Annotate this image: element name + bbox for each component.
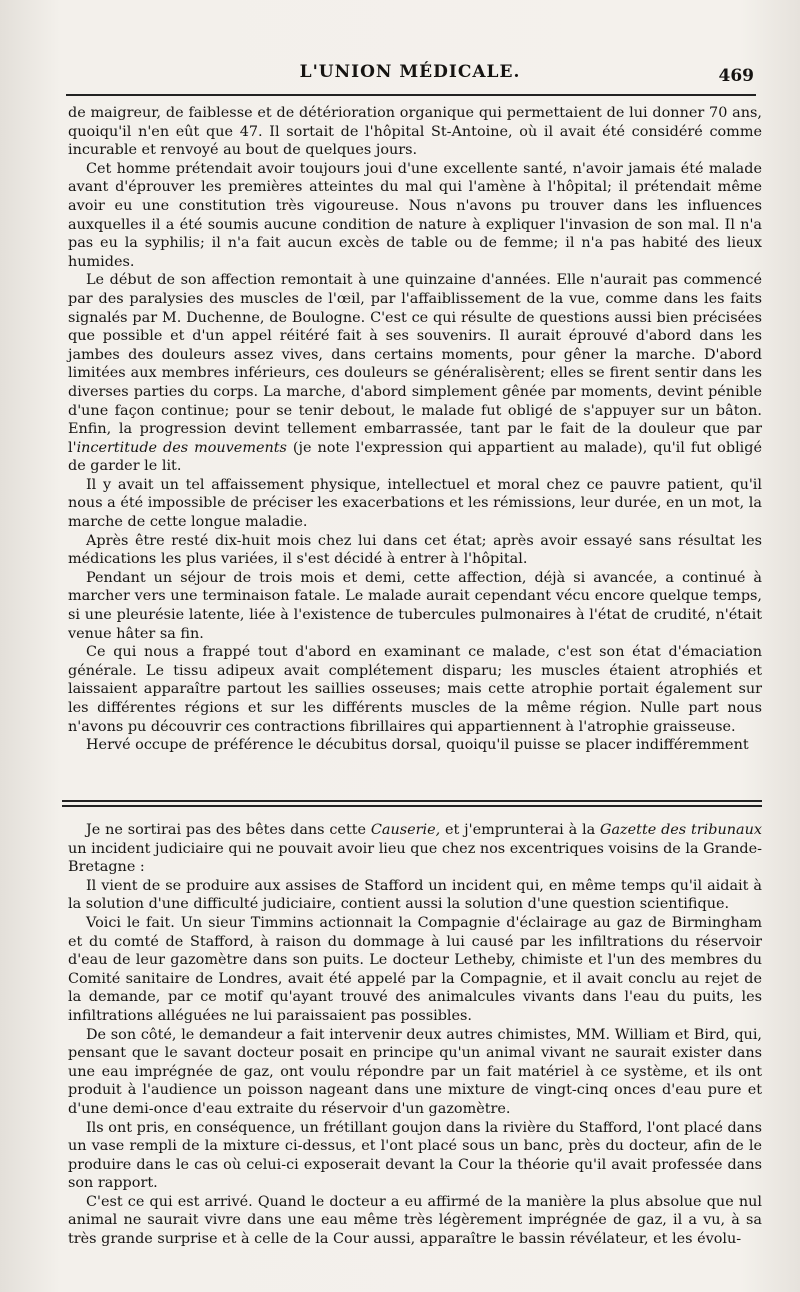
italic-phrase: incertitude des mouvements: [76, 439, 287, 456]
paragraph: Hervé occupe de préférence le décubitus dorsal, quoiqu'il puisse se placer indifféremment: [86, 737, 749, 754]
text-run: Le début de son affection remontait à une quinzaine d'années. Elle n'aurait pas commencé par des paralysies des muscles de l'œil, par l'affaiblissement de la vue, comme dans les faits signalés par M. Duchenne, de Boulogne. C'est ce qui résulte de questions aussi bien précisées que possible et d'un appel réitéré fait à ses souvenirs. Il aurait éprouvé d'abord dans les jambes des douleurs assez vives, dans certains moments, pour gêner la marche. D'abord limitées aux membres inférieurs, ces douleurs se généralisèrent; elles se firent sentir dans les diverses parties du corps. La marche, d'abord simplement gênée par moments, devint pénible d'une façon continue; pour se tenir debout, le malade fut obligé de s'appuyer sur un bâton. Enfin, la progression devint tellement embarrassée, tant par le fait de la douleur que par l': [68, 272, 762, 456]
separator-line: [62, 805, 762, 807]
paragraph: Pendant un séjour de trois mois et demi, cette affection, déjà si avancée, a continué à marcher vers une terminaison fatale. Le malade aurait cependant vécu encore quelque temps, si une pleurésie latente, liée à l'existence de tubercules pulmonaires à l'état de crudité, n'était venue hâter sa fin.: [68, 569, 762, 642]
italic-phrase: Gazette des tribunaux: [599, 822, 762, 838]
paragraph: Il vient de se produire aux assises de Stafford un incident qui, en même temps qu'il aidait à la solution d'une difficulté judiciaire, contient aussi la solution d'une question scientifique.: [68, 877, 762, 913]
paragraph: [68, 821, 762, 877]
running-title: L'UNION MÉDICALE.: [299, 62, 521, 82]
paragraph: Il y avait un tel affaissement physique, intellectuel et moral chez ce pauvre patient, qu'il nous a été impossible de préciser les exacerbations et les rémissions, leur durée, en un mot, la marche de cette longue maladie.: [68, 476, 762, 531]
italic-phrase: Causerie,: [370, 822, 441, 838]
paragraph: Cet homme prétendait avoir toujours joui d'une excellente santé, n'avoir jamais été malade avant d'éprouver les premières atteintes du mal qui l'amène à l'hôpital; il prétendait même avoir eu une constitution très vigoureuse. Nous n'avons pu trouver dans les influences auxquelles il a été soumis aucune condition de nature à expliquer l'invasion de son mal. Il n'a pas eu la syphilis; il n'a fait aucun excès de table ou de femme; il n'a pas habité des lieux humides.: [68, 160, 762, 270]
main-article: [68, 104, 762, 755]
paragraph: C'est ce qui est arrivé. Quand le docteur a eu affirmé de la manière la plus absolue que nul animal ne saurait vivre dans une eau même très légèrement imprégnée de gaz, il a vu, à sa très grande surprise et à celle de la Cour aussi, apparaître le bassin révélateur, et les évolu-: [68, 1193, 762, 1248]
page-header: [60, 58, 760, 88]
text-run: (je note l'expression qui appartient au malade), qu'il fut obligé de garder le lit.: [68, 439, 762, 475]
page-number: 469: [718, 66, 754, 86]
paragraph: Ils ont pris, en conséquence, un frétillant goujon dans la rivière du Stafford, l'ont placé dans un vase rempli de la mixture ci-dessus, et l'ont placé sous un banc, près du docteur, afin de le produire dans le cas où celui-ci exposerait devant la Cour la théorie qu'il avait professée dans son rapport.: [68, 1119, 762, 1192]
paragraph: de maigreur, de faiblesse et de détérioration organique qui permettaient de lui donner 70 ans, quoiqu'il n'en eût que 47. Il sortait de l'hôpital St-Antoine, où il avait été considéré comme incurable et renvoyé au bout de quelques jours.: [68, 105, 762, 159]
separator-line: [62, 800, 762, 802]
text-run: un incident judiciaire qui ne pouvait avoir lieu que chez nos excentriques voisins de la Grande-Bretagne :: [68, 840, 762, 876]
paragraph: De son côté, le demandeur a fait intervenir deux autres chimistes, MM. William et Bird, qui, pensant que le savant docteur posait en principe qu'un animal vivant ne saurait exister dans une eau imprégnée de gaz, ont voulu répondre par un fait matériel à ce système, et ils ont produit à l'audience un poisson nageant dans une mixture de vingt-cinq onces d'eau pure et d'une demi-once d'eau extraite du réservoir d'un gazomètre.: [68, 1026, 762, 1117]
paragraph: [68, 271, 762, 476]
header-rule: [66, 94, 756, 96]
paragraph: Après être resté dix-huit mois chez lui dans cet état; après avoir essayé sans résultat les médications les plus variées, il s'est décidé à entrer à l'hôpital.: [68, 532, 762, 568]
feuilleton-separator: [62, 800, 762, 808]
text-run: Je ne sortirai pas des bêtes dans cette: [86, 822, 371, 838]
text-run: et j'emprunterai à la: [440, 822, 600, 838]
feuilleton-causerie: [68, 821, 762, 1249]
paragraph: Voici le fait. Un sieur Timmins actionnait la Compagnie d'éclairage au gaz de Birmingham et du comté de Stafford, à raison du dommage à lui causé par les infiltrations du réservoir d'eau de leur gazomètre dans son puits. Le docteur Letheby, chimiste et l'un des membres du Comité sanitaire de Londres, avait été appelé par la Compagnie, et il avait conclu au rejet de la demande, par ce motif qu'ayant trouvé des animalcules vivants dans l'eau du puits, les infiltrations alléguées ne lui paraissaient pas possibles.: [68, 914, 762, 1024]
paragraph: Ce qui nous a frappé tout d'abord en examinant ce malade, c'est son état d'émaciation générale. Le tissu adipeux avait complétement disparu; les muscles étaient atrophiés et laissaient apparaître partout les saillies osseuses; mais cette atrophie portait également sur les différentes régions et sur les différents muscles de la même région. Nulle part nous n'avons pu découvrir ces contractions fibrillaires qui appartiennent à l'atrophie graisseuse.: [68, 644, 762, 735]
